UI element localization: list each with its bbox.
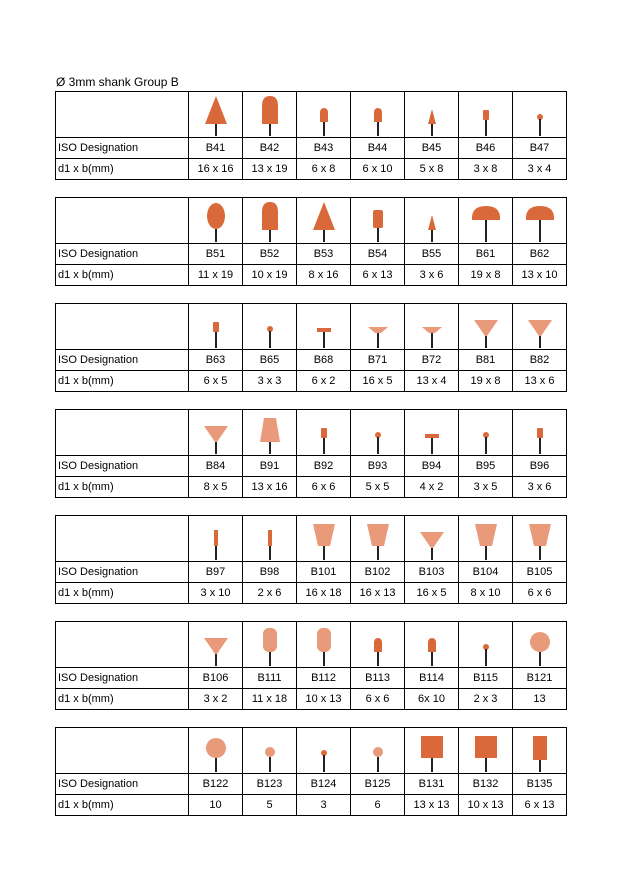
iso-code: B42 <box>243 138 297 159</box>
product-image-cell <box>351 516 405 562</box>
dimension-value: 11 x 19 <box>189 265 243 286</box>
product-image-cell <box>297 728 351 774</box>
dimension-value: 3 x 6 <box>513 477 567 498</box>
dimension-value: 11 x 18 <box>243 689 297 710</box>
product-image-cell <box>297 198 351 244</box>
dimension-value: 2 x 6 <box>243 583 297 604</box>
mounted-point-icon <box>520 200 560 242</box>
dimension-value: 3 x 10 <box>189 583 243 604</box>
mounted-point-icon <box>412 200 452 242</box>
dimension-value: 6 x 6 <box>513 583 567 604</box>
product-image-cell <box>189 92 243 138</box>
mounted-point-icon <box>358 94 398 136</box>
product-image-cell <box>459 728 513 774</box>
mounted-point-icon <box>358 518 398 560</box>
product-image-cell <box>243 516 297 562</box>
dimension-value: 6 x 6 <box>351 689 405 710</box>
product-image-cell <box>459 304 513 350</box>
dimension-value: 19 x 8 <box>459 371 513 392</box>
product-image-cell <box>513 410 567 456</box>
iso-code: B46 <box>459 138 513 159</box>
product-image-cell <box>405 304 459 350</box>
mounted-point-icon <box>412 94 452 136</box>
dimension-value: 2 x 3 <box>459 689 513 710</box>
mounted-point-icon <box>304 624 344 666</box>
blank-cell <box>56 410 189 456</box>
mounted-point-icon <box>412 730 452 772</box>
iso-code: B95 <box>459 456 513 477</box>
product-image-cell <box>297 304 351 350</box>
mounted-point-icon <box>520 730 560 772</box>
product-image-cell <box>405 622 459 668</box>
product-image-cell <box>189 198 243 244</box>
mounted-point-icon <box>412 624 452 666</box>
iso-code: B102 <box>351 562 405 583</box>
mounted-point-icon <box>520 94 560 136</box>
iso-code: B132 <box>459 774 513 795</box>
dimension-value: 3 x 8 <box>459 159 513 180</box>
mounted-point-icon <box>196 518 236 560</box>
product-image-cell <box>513 728 567 774</box>
dimensions-label: d1 x b(mm) <box>56 583 189 604</box>
dimension-value: 10 <box>189 795 243 816</box>
iso-code: B92 <box>297 456 351 477</box>
product-image-cell <box>405 410 459 456</box>
iso-code: B84 <box>189 456 243 477</box>
product-image-cell <box>405 198 459 244</box>
mounted-point-icon <box>520 624 560 666</box>
iso-code: B103 <box>405 562 459 583</box>
product-image-cell <box>459 410 513 456</box>
iso-code: B122 <box>189 774 243 795</box>
page-title: Ø 3mm shank Group B <box>56 75 179 89</box>
iso-designation-label: ISO Designation <box>56 774 189 795</box>
product-image-cell <box>243 622 297 668</box>
product-image-cell <box>189 304 243 350</box>
blank-cell <box>56 622 189 668</box>
mounted-point-icon <box>466 412 506 454</box>
iso-code: B123 <box>243 774 297 795</box>
dimension-value: 16 x 16 <box>189 159 243 180</box>
mounted-point-icon <box>304 730 344 772</box>
blank-cell <box>56 92 189 138</box>
dimension-value: 3 x 4 <box>513 159 567 180</box>
product-image-cell <box>459 516 513 562</box>
product-image-cell <box>459 198 513 244</box>
product-image-cell <box>243 92 297 138</box>
product-image-cell <box>459 622 513 668</box>
mounted-point-icon <box>250 200 290 242</box>
product-image-cell <box>297 516 351 562</box>
dimension-value: 5 <box>243 795 297 816</box>
dimension-value: 10 x 13 <box>297 689 351 710</box>
dimension-value: 13 x 6 <box>513 371 567 392</box>
mounted-point-icon <box>250 412 290 454</box>
iso-code: B82 <box>513 350 567 371</box>
dimensions-label: d1 x b(mm) <box>56 689 189 710</box>
iso-code: B72 <box>405 350 459 371</box>
product-image-cell <box>351 304 405 350</box>
iso-code: B124 <box>297 774 351 795</box>
iso-designation-label: ISO Designation <box>56 244 189 265</box>
iso-designation-label: ISO Designation <box>56 668 189 689</box>
iso-code: B112 <box>297 668 351 689</box>
product-image-cell <box>351 728 405 774</box>
dimension-value: 6 x 8 <box>297 159 351 180</box>
iso-code: B114 <box>405 668 459 689</box>
iso-code: B44 <box>351 138 405 159</box>
dimension-value: 5 x 8 <box>405 159 459 180</box>
product-image-cell <box>189 516 243 562</box>
dimension-value: 3 x 2 <box>189 689 243 710</box>
mounted-point-icon <box>466 518 506 560</box>
iso-code: B106 <box>189 668 243 689</box>
mounted-point-icon <box>250 624 290 666</box>
product-image-cell <box>189 410 243 456</box>
blank-cell <box>56 304 189 350</box>
iso-designation-label: ISO Designation <box>56 350 189 371</box>
iso-code: B41 <box>189 138 243 159</box>
dimension-value: 6 x 13 <box>351 265 405 286</box>
product-image-cell <box>459 92 513 138</box>
product-image-cell <box>351 410 405 456</box>
iso-designation-label: ISO Designation <box>56 562 189 583</box>
product-image-cell <box>513 516 567 562</box>
iso-code: B81 <box>459 350 513 371</box>
dimension-value: 5 x 5 <box>351 477 405 498</box>
mounted-point-icon <box>196 730 236 772</box>
iso-code: B63 <box>189 350 243 371</box>
product-image-cell <box>189 622 243 668</box>
product-image-cell <box>243 198 297 244</box>
iso-code: B96 <box>513 456 567 477</box>
product-image-cell <box>243 304 297 350</box>
dimension-value: 13 x 10 <box>513 265 567 286</box>
product-table <box>55 303 567 392</box>
iso-code: B111 <box>243 668 297 689</box>
dimensions-label: d1 x b(mm) <box>56 265 189 286</box>
dimension-value: 10 x 13 <box>459 795 513 816</box>
mounted-point-icon <box>196 624 236 666</box>
iso-code: B115 <box>459 668 513 689</box>
iso-designation-label: ISO Designation <box>56 138 189 159</box>
mounted-point-icon <box>250 94 290 136</box>
mounted-point-icon <box>358 200 398 242</box>
product-image-cell <box>513 198 567 244</box>
mounted-point-icon <box>358 624 398 666</box>
dimension-value: 6x 10 <box>405 689 459 710</box>
iso-code: B43 <box>297 138 351 159</box>
mounted-point-icon <box>466 306 506 348</box>
mounted-point-icon <box>466 200 506 242</box>
dimension-value: 8 x 16 <box>297 265 351 286</box>
iso-code: B93 <box>351 456 405 477</box>
product-table <box>55 91 567 180</box>
mounted-point-icon <box>196 200 236 242</box>
dimensions-label: d1 x b(mm) <box>56 159 189 180</box>
iso-code: B131 <box>405 774 459 795</box>
iso-code: B52 <box>243 244 297 265</box>
iso-code: B55 <box>405 244 459 265</box>
dimensions-label: d1 x b(mm) <box>56 477 189 498</box>
iso-code: B121 <box>513 668 567 689</box>
dimension-value: 6 x 5 <box>189 371 243 392</box>
mounted-point-icon <box>304 94 344 136</box>
iso-code: B91 <box>243 456 297 477</box>
mounted-point-icon <box>412 306 452 348</box>
product-image-cell <box>297 622 351 668</box>
iso-code: B98 <box>243 562 297 583</box>
iso-code: B113 <box>351 668 405 689</box>
mounted-point-icon <box>520 306 560 348</box>
mounted-point-icon <box>466 624 506 666</box>
iso-code: B62 <box>513 244 567 265</box>
iso-code: B54 <box>351 244 405 265</box>
product-table <box>55 409 567 498</box>
dimension-value: 6 x 6 <box>297 477 351 498</box>
mounted-point-icon <box>520 518 560 560</box>
blank-cell <box>56 728 189 774</box>
dimension-value: 3 x 6 <box>405 265 459 286</box>
iso-code: B101 <box>297 562 351 583</box>
mounted-point-icon <box>520 412 560 454</box>
mounted-point-icon <box>466 94 506 136</box>
dimension-value: 10 x 19 <box>243 265 297 286</box>
dimension-value: 13 x 19 <box>243 159 297 180</box>
dimension-value: 16 x 13 <box>351 583 405 604</box>
iso-code: B45 <box>405 138 459 159</box>
iso-code: B97 <box>189 562 243 583</box>
product-image-cell <box>351 198 405 244</box>
iso-code: B61 <box>459 244 513 265</box>
dimension-value: 3 x 3 <box>243 371 297 392</box>
iso-code: B71 <box>351 350 405 371</box>
dimension-value: 13 x 16 <box>243 477 297 498</box>
mounted-point-icon <box>358 412 398 454</box>
mounted-point-icon <box>304 200 344 242</box>
product-image-cell <box>297 410 351 456</box>
mounted-point-icon <box>304 306 344 348</box>
mounted-point-icon <box>412 518 452 560</box>
iso-code: B104 <box>459 562 513 583</box>
mounted-point-icon <box>358 306 398 348</box>
dimension-value: 4 x 2 <box>405 477 459 498</box>
dimension-value: 6 x 2 <box>297 371 351 392</box>
product-image-cell <box>513 304 567 350</box>
dimension-value: 3 x 5 <box>459 477 513 498</box>
dimension-value: 6 x 13 <box>513 795 567 816</box>
dimension-value: 8 x 10 <box>459 583 513 604</box>
blank-cell <box>56 516 189 562</box>
iso-code: B51 <box>189 244 243 265</box>
iso-code: B105 <box>513 562 567 583</box>
iso-code: B65 <box>243 350 297 371</box>
mounted-point-icon <box>250 518 290 560</box>
mounted-point-icon <box>196 306 236 348</box>
iso-code: B94 <box>405 456 459 477</box>
dimension-value: 13 x 4 <box>405 371 459 392</box>
product-image-cell <box>243 410 297 456</box>
mounted-point-icon <box>412 412 452 454</box>
dimension-value: 13 x 13 <box>405 795 459 816</box>
dimension-value: 8 x 5 <box>189 477 243 498</box>
mounted-point-icon <box>250 306 290 348</box>
mounted-point-icon <box>304 412 344 454</box>
product-image-cell <box>351 92 405 138</box>
dimension-value: 3 <box>297 795 351 816</box>
iso-code: B135 <box>513 774 567 795</box>
dimension-value: 16 x 5 <box>405 583 459 604</box>
mounted-point-icon <box>250 730 290 772</box>
dimension-value: 6 <box>351 795 405 816</box>
product-table <box>55 515 567 604</box>
blank-cell <box>56 198 189 244</box>
dimension-value: 16 x 5 <box>351 371 405 392</box>
product-image-cell <box>243 728 297 774</box>
product-image-cell <box>405 92 459 138</box>
product-table <box>55 727 567 816</box>
dimensions-label: d1 x b(mm) <box>56 371 189 392</box>
dimensions-label: d1 x b(mm) <box>56 795 189 816</box>
product-image-cell <box>405 728 459 774</box>
iso-designation-label: ISO Designation <box>56 456 189 477</box>
mounted-point-icon <box>466 730 506 772</box>
product-image-cell <box>189 728 243 774</box>
product-table <box>55 197 567 286</box>
dimension-value: 13 <box>513 689 567 710</box>
mounted-point-icon <box>304 518 344 560</box>
product-image-cell <box>513 92 567 138</box>
iso-code: B68 <box>297 350 351 371</box>
product-image-cell <box>405 516 459 562</box>
mounted-point-icon <box>358 730 398 772</box>
product-image-cell <box>351 622 405 668</box>
product-image-cell <box>297 92 351 138</box>
product-image-cell <box>513 622 567 668</box>
iso-code: B125 <box>351 774 405 795</box>
dimension-value: 6 x 10 <box>351 159 405 180</box>
mounted-point-icon <box>196 94 236 136</box>
product-table <box>55 621 567 710</box>
iso-code: B53 <box>297 244 351 265</box>
dimension-value: 19 x 8 <box>459 265 513 286</box>
mounted-point-icon <box>196 412 236 454</box>
dimension-value: 16 x 18 <box>297 583 351 604</box>
iso-code: B47 <box>513 138 567 159</box>
